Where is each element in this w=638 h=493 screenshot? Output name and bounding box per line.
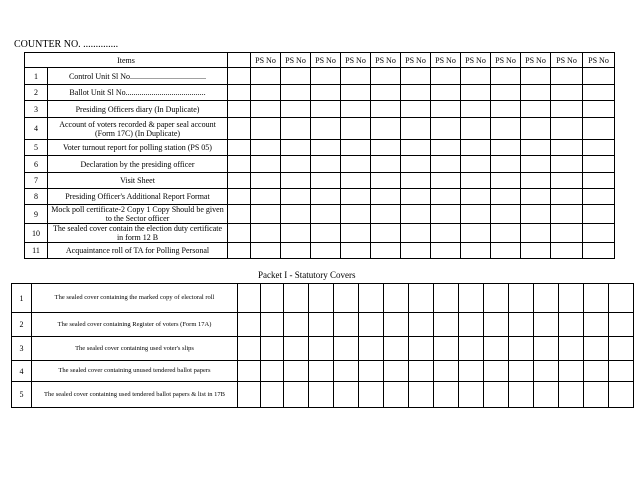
- entry-cell[interactable]: [434, 361, 459, 382]
- entry-cell[interactable]: [238, 361, 261, 382]
- entry-cell[interactable]: [431, 205, 461, 224]
- entry-cell[interactable]: [384, 284, 409, 313]
- entry-cell[interactable]: [309, 313, 334, 337]
- item-text: The sealed cover contain the election duty certificate in form 12 B: [48, 224, 228, 243]
- entry-cell[interactable]: [228, 68, 251, 85]
- entry-cell[interactable]: [583, 156, 615, 173]
- item-number: 6: [25, 156, 48, 173]
- entry-cell[interactable]: [384, 361, 409, 382]
- entry-cell[interactable]: [409, 337, 434, 361]
- item-number: 5: [25, 140, 48, 156]
- entry-cell[interactable]: [284, 337, 309, 361]
- entry-cell[interactable]: [431, 173, 461, 189]
- entry-cell[interactable]: [491, 243, 521, 259]
- entry-cell[interactable]: [521, 140, 551, 156]
- entry-cell[interactable]: [281, 189, 311, 205]
- entry-cell[interactable]: [228, 156, 251, 173]
- entry-cell[interactable]: [521, 224, 551, 243]
- entry-cell[interactable]: [484, 382, 509, 408]
- entry-cell[interactable]: [261, 284, 284, 313]
- entry-cell[interactable]: [238, 382, 261, 408]
- entry-cell[interactable]: [409, 361, 434, 382]
- entry-cell[interactable]: [484, 284, 509, 313]
- entry-cell[interactable]: [281, 173, 311, 189]
- entry-cell[interactable]: [609, 313, 634, 337]
- entry-cell[interactable]: [284, 361, 309, 382]
- ps-no-header: PS No: [431, 53, 461, 68]
- entry-cell[interactable]: [559, 382, 584, 408]
- entry-cell[interactable]: [559, 313, 584, 337]
- entry-cell[interactable]: [238, 284, 261, 313]
- entry-cell[interactable]: [371, 140, 401, 156]
- entry-cell[interactable]: [609, 382, 634, 408]
- entry-cell[interactable]: [401, 243, 431, 259]
- entry-cell[interactable]: [371, 118, 401, 140]
- entry-cell[interactable]: [401, 224, 431, 243]
- entry-cell[interactable]: [509, 361, 534, 382]
- entry-cell[interactable]: [551, 68, 583, 85]
- entry-cell[interactable]: [228, 189, 251, 205]
- entry-cell[interactable]: [251, 189, 281, 205]
- entry-cell[interactable]: [491, 118, 521, 140]
- cover-row: [12, 361, 634, 382]
- item-row: [25, 189, 615, 205]
- item-text: Control Unit Sl No......................................: [48, 68, 228, 85]
- item-text: Mock poll certificate-2 Copy 1 Copy Should be given to the Sector officer: [48, 205, 228, 224]
- entry-cell[interactable]: [401, 68, 431, 85]
- entry-cell[interactable]: [461, 85, 491, 101]
- entry-cell[interactable]: [583, 140, 615, 156]
- ps-no-header: PS No: [281, 53, 311, 68]
- entry-cell[interactable]: [431, 156, 461, 173]
- statutory-covers-table: [11, 283, 634, 408]
- entry-cell[interactable]: [334, 313, 359, 337]
- entry-cell[interactable]: [461, 205, 491, 224]
- entry-cell[interactable]: [251, 118, 281, 140]
- entry-cell[interactable]: [431, 243, 461, 259]
- entry-cell[interactable]: [409, 382, 434, 408]
- entry-cell[interactable]: [521, 189, 551, 205]
- cover-number: 3: [12, 337, 32, 361]
- entry-cell[interactable]: [409, 313, 434, 337]
- entry-cell[interactable]: [311, 189, 341, 205]
- entry-cell[interactable]: [359, 382, 384, 408]
- ps-no-header: PS No: [251, 53, 281, 68]
- items-table: [24, 52, 615, 259]
- entry-cell[interactable]: [284, 284, 309, 313]
- item-row: [25, 173, 615, 189]
- entry-cell[interactable]: [341, 101, 371, 118]
- header-spacer-cell: [228, 53, 251, 68]
- entry-cell[interactable]: [281, 243, 311, 259]
- entry-cell[interactable]: [609, 284, 634, 313]
- entry-cell[interactable]: [484, 361, 509, 382]
- entry-cell[interactable]: [228, 101, 251, 118]
- entry-cell[interactable]: [551, 205, 583, 224]
- entry-cell[interactable]: [521, 85, 551, 101]
- entry-cell[interactable]: [459, 313, 484, 337]
- entry-cell[interactable]: [384, 313, 409, 337]
- entry-cell[interactable]: [584, 337, 609, 361]
- entry-cell[interactable]: [371, 101, 401, 118]
- entry-cell[interactable]: [521, 101, 551, 118]
- cover-row: [12, 382, 634, 408]
- cover-text: The sealed cover containing the marked copy of electoral roll: [32, 284, 238, 313]
- entry-cell[interactable]: [583, 85, 615, 101]
- entry-cell[interactable]: [461, 224, 491, 243]
- entry-cell[interactable]: [359, 337, 384, 361]
- ps-no-header: PS No: [341, 53, 371, 68]
- entry-cell[interactable]: [251, 243, 281, 259]
- entry-cell[interactable]: [431, 189, 461, 205]
- item-text: Account of voters recorded & paper seal account (Form 17C) (In Duplicate): [48, 118, 228, 140]
- item-number: 8: [25, 189, 48, 205]
- entry-cell[interactable]: [228, 224, 251, 243]
- entry-cell[interactable]: [491, 85, 521, 101]
- entry-cell[interactable]: [551, 189, 583, 205]
- entry-cell[interactable]: [238, 337, 261, 361]
- entry-cell[interactable]: [431, 85, 461, 101]
- item-row: [25, 101, 615, 118]
- entry-cell[interactable]: [311, 173, 341, 189]
- entry-cell[interactable]: [484, 337, 509, 361]
- entry-cell[interactable]: [251, 173, 281, 189]
- item-row: [25, 85, 615, 101]
- entry-cell[interactable]: [491, 224, 521, 243]
- entry-cell[interactable]: [401, 85, 431, 101]
- entry-cell[interactable]: [509, 337, 534, 361]
- entry-cell[interactable]: [261, 382, 284, 408]
- ps-no-header: PS No: [461, 53, 491, 68]
- entry-cell[interactable]: [559, 337, 584, 361]
- entry-cell[interactable]: [311, 243, 341, 259]
- entry-cell[interactable]: [251, 205, 281, 224]
- item-number: 10: [25, 224, 48, 243]
- items-header-row: [25, 53, 615, 68]
- cover-row: [12, 284, 634, 313]
- entry-cell[interactable]: [521, 243, 551, 259]
- ps-no-header: PS No: [521, 53, 551, 68]
- entry-cell[interactable]: [334, 337, 359, 361]
- entry-cell[interactable]: [359, 313, 384, 337]
- entry-cell[interactable]: [341, 189, 371, 205]
- entry-cell[interactable]: [609, 337, 634, 361]
- item-text: Presiding Officers diary (In Duplicate): [48, 101, 228, 118]
- item-row: [25, 243, 615, 259]
- entry-cell[interactable]: [401, 156, 431, 173]
- entry-cell[interactable]: [461, 243, 491, 259]
- ps-no-header: PS No: [491, 53, 521, 68]
- entry-cell[interactable]: [281, 156, 311, 173]
- entry-cell[interactable]: [261, 361, 284, 382]
- entry-cell[interactable]: [371, 85, 401, 101]
- cover-row: [12, 313, 634, 337]
- entry-cell[interactable]: [521, 118, 551, 140]
- entry-cell[interactable]: [228, 173, 251, 189]
- entry-cell[interactable]: [551, 173, 583, 189]
- entry-cell[interactable]: [341, 118, 371, 140]
- item-text: Presiding Officer's Additional Report Format: [48, 189, 228, 205]
- entry-cell[interactable]: [521, 68, 551, 85]
- entry-cell[interactable]: [534, 382, 559, 408]
- entry-cell[interactable]: [521, 156, 551, 173]
- item-row: [25, 68, 615, 85]
- entry-cell[interactable]: [434, 284, 459, 313]
- entry-cell[interactable]: [461, 118, 491, 140]
- entry-cell[interactable]: [309, 361, 334, 382]
- entry-cell[interactable]: [311, 156, 341, 173]
- entry-cell[interactable]: [521, 205, 551, 224]
- item-row: [25, 118, 615, 140]
- entry-cell[interactable]: [584, 361, 609, 382]
- entry-cell[interactable]: [251, 85, 281, 101]
- entry-cell[interactable]: [401, 205, 431, 224]
- item-row: [25, 140, 615, 156]
- entry-cell[interactable]: [309, 284, 334, 313]
- entry-cell[interactable]: [461, 68, 491, 85]
- entry-cell[interactable]: [284, 382, 309, 408]
- cover-number: 4: [12, 361, 32, 382]
- entry-cell[interactable]: [491, 189, 521, 205]
- entry-cell[interactable]: [461, 140, 491, 156]
- entry-cell[interactable]: [551, 224, 583, 243]
- entry-cell[interactable]: [341, 243, 371, 259]
- item-number: 2: [25, 85, 48, 101]
- item-text: Ballot Unit Sl No........................................: [48, 85, 228, 101]
- entry-cell[interactable]: [384, 382, 409, 408]
- entry-cell[interactable]: [551, 156, 583, 173]
- ps-no-header: PS No: [401, 53, 431, 68]
- entry-cell[interactable]: [281, 224, 311, 243]
- item-number: 7: [25, 173, 48, 189]
- entry-cell[interactable]: [459, 361, 484, 382]
- item-number: 11: [25, 243, 48, 259]
- entry-cell[interactable]: [551, 140, 583, 156]
- entry-cell[interactable]: [371, 173, 401, 189]
- entry-cell[interactable]: [459, 382, 484, 408]
- entry-cell[interactable]: [584, 284, 609, 313]
- entry-cell[interactable]: [251, 140, 281, 156]
- entry-cell[interactable]: [584, 313, 609, 337]
- entry-cell[interactable]: [341, 224, 371, 243]
- entry-cell[interactable]: [311, 101, 341, 118]
- entry-cell[interactable]: [251, 101, 281, 118]
- entry-cell[interactable]: [261, 313, 284, 337]
- ps-no-header: PS No: [583, 53, 615, 68]
- item-text: Declaration by the presiding officer: [48, 156, 228, 173]
- entry-cell[interactable]: [534, 313, 559, 337]
- entry-cell[interactable]: [341, 68, 371, 85]
- counter-number-label: COUNTER NO. ..............: [14, 39, 119, 50]
- entry-cell[interactable]: [583, 205, 615, 224]
- entry-cell[interactable]: [491, 156, 521, 173]
- entry-cell[interactable]: [341, 156, 371, 173]
- entry-cell[interactable]: [251, 156, 281, 173]
- entry-cell[interactable]: [371, 156, 401, 173]
- entry-cell[interactable]: [359, 361, 384, 382]
- entry-cell[interactable]: [509, 382, 534, 408]
- entry-cell[interactable]: [334, 284, 359, 313]
- entry-cell[interactable]: [341, 85, 371, 101]
- entry-cell[interactable]: [534, 361, 559, 382]
- packet-title: Packet I - Statutory Covers: [258, 270, 356, 280]
- entry-cell[interactable]: [238, 313, 261, 337]
- entry-cell[interactable]: [309, 337, 334, 361]
- entry-cell[interactable]: [341, 173, 371, 189]
- entry-cell[interactable]: [284, 313, 309, 337]
- cover-text: The sealed cover containing used voter's slips: [32, 337, 238, 361]
- entry-cell[interactable]: [551, 101, 583, 118]
- item-text: Acquaintance roll of TA for Polling Personal: [48, 243, 228, 259]
- entry-cell[interactable]: [584, 382, 609, 408]
- entry-cell[interactable]: [371, 224, 401, 243]
- entry-cell[interactable]: [583, 224, 615, 243]
- entry-cell[interactable]: [551, 85, 583, 101]
- entry-cell[interactable]: [371, 205, 401, 224]
- entry-cell[interactable]: [309, 382, 334, 408]
- entry-cell[interactable]: [551, 243, 583, 259]
- entry-cell[interactable]: [461, 156, 491, 173]
- entry-cell[interactable]: [509, 313, 534, 337]
- entry-cell[interactable]: [341, 205, 371, 224]
- entry-cell[interactable]: [491, 173, 521, 189]
- entry-cell[interactable]: [551, 118, 583, 140]
- entry-cell[interactable]: [431, 224, 461, 243]
- cover-number: 2: [12, 313, 32, 337]
- cover-text: The sealed cover containing used tendered ballot papers & list in 17B: [32, 382, 238, 408]
- items-header: Items: [25, 53, 228, 68]
- entry-cell[interactable]: [491, 101, 521, 118]
- entry-cell[interactable]: [491, 140, 521, 156]
- entry-cell[interactable]: [559, 361, 584, 382]
- entry-cell[interactable]: [459, 284, 484, 313]
- entry-cell[interactable]: [434, 337, 459, 361]
- item-number: 3: [25, 101, 48, 118]
- ps-no-header: PS No: [371, 53, 401, 68]
- entry-cell[interactable]: [461, 173, 491, 189]
- entry-cell[interactable]: [311, 118, 341, 140]
- entry-cell[interactable]: [461, 101, 491, 118]
- entry-cell[interactable]: [431, 118, 461, 140]
- entry-cell[interactable]: [583, 118, 615, 140]
- entry-cell[interactable]: [583, 243, 615, 259]
- entry-cell[interactable]: [341, 140, 371, 156]
- entry-cell[interactable]: [534, 284, 559, 313]
- entry-cell[interactable]: [228, 85, 251, 101]
- entry-cell[interactable]: [401, 101, 431, 118]
- entry-cell[interactable]: [251, 68, 281, 85]
- entry-cell[interactable]: [371, 189, 401, 205]
- entry-cell[interactable]: [431, 68, 461, 85]
- entry-cell[interactable]: [401, 140, 431, 156]
- entry-cell[interactable]: [384, 337, 409, 361]
- entry-cell[interactable]: [434, 382, 459, 408]
- entry-cell[interactable]: [521, 173, 551, 189]
- entry-cell[interactable]: [359, 284, 384, 313]
- item-text: Voter turnout report for polling station (PS 05): [48, 140, 228, 156]
- entry-cell[interactable]: [534, 337, 559, 361]
- cover-number: 5: [12, 382, 32, 408]
- entry-cell[interactable]: [281, 68, 311, 85]
- entry-cell[interactable]: [491, 205, 521, 224]
- entry-cell[interactable]: [261, 337, 284, 361]
- entry-cell[interactable]: [281, 118, 311, 140]
- item-row: [25, 156, 615, 173]
- entry-cell[interactable]: [371, 243, 401, 259]
- cover-row: [12, 337, 634, 361]
- entry-cell[interactable]: [311, 68, 341, 85]
- entry-cell[interactable]: [401, 118, 431, 140]
- ps-no-header: PS No: [551, 53, 583, 68]
- entry-cell[interactable]: [334, 361, 359, 382]
- entry-cell[interactable]: [434, 313, 459, 337]
- entry-cell[interactable]: [311, 140, 341, 156]
- entry-cell[interactable]: [228, 205, 251, 224]
- item-number: 4: [25, 118, 48, 140]
- entry-cell[interactable]: [583, 101, 615, 118]
- cover-number: 1: [12, 284, 32, 313]
- entry-cell[interactable]: [509, 284, 534, 313]
- entry-cell[interactable]: [583, 189, 615, 205]
- cover-text: The sealed cover containing Register of voters (Form 17A): [32, 313, 238, 337]
- entry-cell[interactable]: [371, 68, 401, 85]
- entry-cell[interactable]: [281, 85, 311, 101]
- entry-cell[interactable]: [228, 243, 251, 259]
- item-number: 9: [25, 205, 48, 224]
- entry-cell[interactable]: [409, 284, 434, 313]
- entry-cell[interactable]: [311, 85, 341, 101]
- entry-cell[interactable]: [459, 337, 484, 361]
- entry-cell[interactable]: [251, 224, 281, 243]
- ps-no-header: PS No: [311, 53, 341, 68]
- entry-cell[interactable]: [559, 284, 584, 313]
- item-row: [25, 205, 615, 224]
- item-text: Visit Sheet: [48, 173, 228, 189]
- entry-cell[interactable]: [401, 173, 431, 189]
- entry-cell[interactable]: [401, 189, 431, 205]
- entry-cell[interactable]: [609, 361, 634, 382]
- entry-cell[interactable]: [583, 173, 615, 189]
- entry-cell[interactable]: [431, 101, 461, 118]
- entry-cell[interactable]: [281, 140, 311, 156]
- entry-cell[interactable]: [281, 205, 311, 224]
- entry-cell[interactable]: [431, 140, 461, 156]
- entry-cell[interactable]: [334, 382, 359, 408]
- item-number: 1: [25, 68, 48, 85]
- entry-cell[interactable]: [583, 68, 615, 85]
- item-row: [25, 224, 615, 243]
- entry-cell[interactable]: [228, 140, 251, 156]
- entry-cell[interactable]: [281, 101, 311, 118]
- entry-cell[interactable]: [461, 189, 491, 205]
- entry-cell[interactable]: [311, 205, 341, 224]
- entry-cell[interactable]: [484, 313, 509, 337]
- cover-text: The sealed cover containing unused tendered ballot papers: [32, 361, 238, 382]
- entry-cell[interactable]: [491, 68, 521, 85]
- entry-cell[interactable]: [311, 224, 341, 243]
- entry-cell[interactable]: [228, 118, 251, 140]
